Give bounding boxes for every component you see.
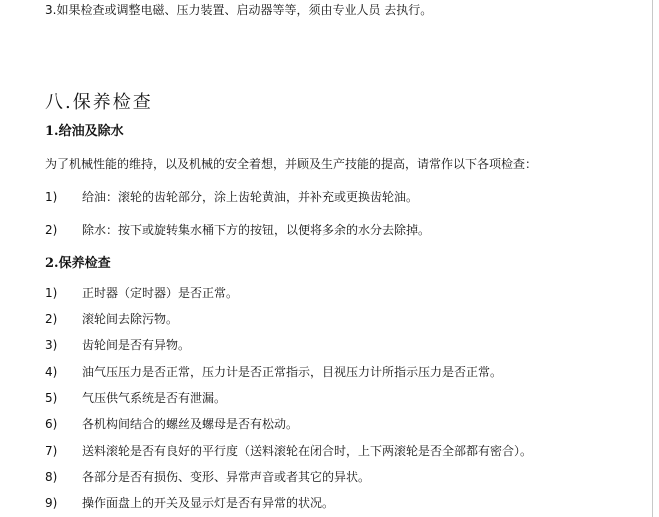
list-item-number: 2) — [45, 312, 58, 326]
list-item-text: 各机构间结合的螺丝及螺母是否有松动。 — [82, 417, 299, 431]
list-item-text: 油气压压力是否正常，压力计是否正常指示，目视压力计所指示压力是否正常。 — [82, 365, 503, 379]
part1-heading: 1.给油及除水 — [45, 124, 124, 139]
list-item-text: 气压供气系统是否有泄漏。 — [82, 391, 227, 405]
top-note: 3.如果检查或调整电磁、压力装置、启动器等等，须由专业人员 去执行。 — [45, 3, 433, 17]
list-item-number: 5) — [45, 391, 58, 405]
list-item-text: 给油：滚轮的齿轮部分，涂上齿轮黄油，并补充或更换齿轮油。 — [82, 190, 419, 204]
list-item-text: 正时器（定时器）是否正常。 — [82, 286, 239, 300]
section-title: 八.保养检查 — [45, 92, 153, 113]
list-item-number: 7) — [45, 444, 58, 458]
list-item-number: 1) — [45, 190, 58, 204]
list-item-text: 滚轮间去除污物。 — [82, 312, 179, 326]
list-item-number: 4) — [45, 365, 58, 379]
list-item-number: 9) — [45, 496, 58, 510]
page-edge-divider — [652, 0, 653, 517]
list-item-text: 各部分是否有损伤、变形、异常声音或者其它的异状。 — [82, 470, 371, 484]
list-item-number: 3) — [45, 338, 58, 352]
list-item-text: 齿轮间是否有异物。 — [82, 338, 191, 352]
list-item-number: 8) — [45, 470, 58, 484]
list-item-text: 操作面盘上的开关及显示灯是否有异常的状况。 — [82, 496, 335, 510]
list-item-number: 6) — [45, 417, 58, 431]
list-item-number: 2) — [45, 223, 58, 237]
list-item-text: 送料滚轮是否有良好的平行度（送料滚轮在闭合时，上下两滚轮是否全部都有密合）。 — [82, 444, 533, 458]
part2-heading: 2.保养检查 — [45, 256, 111, 271]
list-item-number: 1) — [45, 286, 58, 300]
part1-intro: 为了机械性能的维持，以及机械的安全着想，并顾及生产技能的提高，请常作以下各项检查： — [45, 157, 538, 171]
list-item-text: 除水：按下或旋转集水桶下方的按钮，以便将多余的水分去除掉。 — [82, 223, 431, 237]
